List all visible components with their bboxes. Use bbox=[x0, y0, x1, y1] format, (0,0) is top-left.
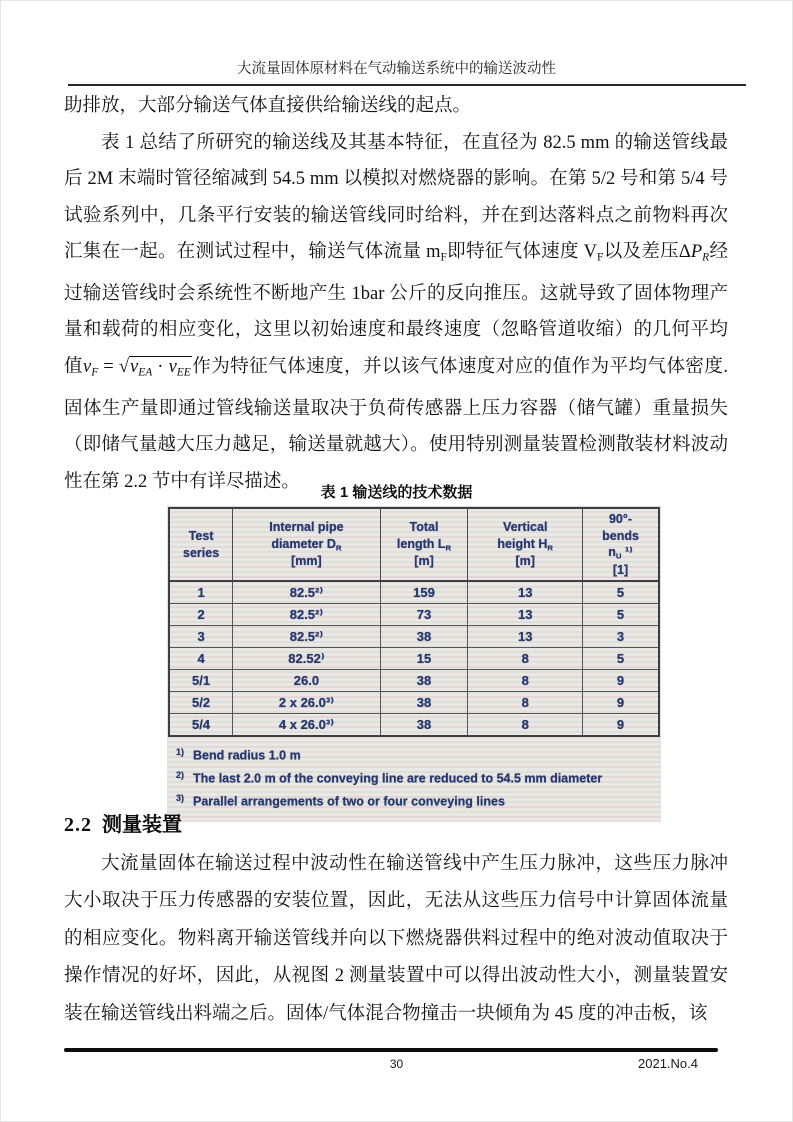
table-row bbox=[169, 604, 659, 626]
table-cell: 5 bbox=[583, 648, 659, 670]
table-cell: 2 bbox=[169, 604, 233, 626]
header-rule bbox=[68, 84, 746, 86]
table-cell: 8 bbox=[468, 692, 583, 714]
table-row bbox=[169, 581, 659, 604]
table-cell: 38 bbox=[380, 670, 468, 692]
table-cell: 8 bbox=[468, 714, 583, 737]
table-cell: 5/1 bbox=[169, 670, 233, 692]
table-row bbox=[169, 714, 659, 737]
table-cell: 1 bbox=[169, 581, 233, 604]
table-cell: 9 bbox=[583, 692, 659, 714]
table-cell: 5 bbox=[583, 581, 659, 604]
table-cell: 38 bbox=[380, 714, 468, 737]
table-row bbox=[169, 626, 659, 648]
column-header: Vertical height $H_R$ [m] bbox=[468, 508, 583, 581]
table-row bbox=[169, 692, 659, 714]
table-head-row bbox=[169, 508, 659, 581]
column-header: 90°- bends $n_U$ ¹⁾ [1] bbox=[583, 508, 659, 581]
footer-rule bbox=[64, 1048, 718, 1052]
table-cell: 26.0 bbox=[233, 670, 380, 692]
table-caption: 表 1 输送线的技术数据 bbox=[320, 484, 473, 501]
table-cell: 38 bbox=[380, 692, 468, 714]
table-cell: 13 bbox=[468, 581, 583, 604]
paragraph-main: 表 1 总结了所研究的输送线及其基本特征，在直径为 82.5 mm 的输送管线最后 2M 末端时管径缩减到 54.5 mm 以模拟对燃烧器的影响。在第 5/2 号和第 5/4 号试验系列中，几条平行安装的输送管线同时给料，并在到达落料点之前物料再次汇集在一起。在测试过程中，输送气体流量 $m_F$即特征气体速度 $V_F$以及差压$\Delta P_R$经过输送管线时会系统性不断地产生 1bar 公斤的反向推压。这就导致了固体物理产量和载荷的相应变化，这里以初始速度和最终速度（忽略管道收缩）的几何平均值$v_F = √v_{EA} \cdot v_{EE}$作为特征气体速度，并以该气体速度对应的值作为平均气体密度. 固体生产量即通过管线输送量取决于负荷传感器上压力容器（储气罐）重量损失（即储气量越大压力越足，输送量就越大）。使用特别测量装置检测散装材料波动性在第 2.2 节中有详尽描述。 bbox=[64, 132, 728, 492]
table-row bbox=[169, 648, 659, 670]
running-title: 大流量固体原材料在气动输送系统中的输送波动性 bbox=[237, 61, 556, 77]
table-cell: 9 bbox=[583, 714, 659, 737]
table-cell: 82.5²⁾ bbox=[233, 581, 380, 604]
sqrt-formula: $√v_{EA} \cdot v_{EE}$ bbox=[118, 356, 191, 379]
paragraph-continuation: 助排放，大部分输送气体直接供给输送线的起点。 bbox=[64, 96, 472, 116]
table-cell: 8 bbox=[468, 670, 583, 692]
body-text-block bbox=[64, 88, 728, 500]
technical-data-table bbox=[168, 507, 660, 737]
table-footnotes bbox=[168, 737, 660, 814]
table-cell: 5/4 bbox=[169, 714, 233, 737]
table-footnote: $^{1)}$ Bend radius 1.0 m bbox=[176, 747, 301, 763]
table-cell: 4 x 26.0³⁾ bbox=[233, 714, 380, 737]
section-number: 2.2 bbox=[64, 814, 92, 836]
table-cell: 38 bbox=[380, 626, 468, 648]
column-header: Total length $L_R$ [m] bbox=[380, 508, 468, 581]
table-cell: 5 bbox=[583, 604, 659, 626]
table-cell: 5/2 bbox=[169, 692, 233, 714]
table-body bbox=[169, 581, 659, 736]
table-cell: 9 bbox=[583, 670, 659, 692]
section-paragraph: 大流量固体在输送过程中波动性在输送管线中产生压力脉冲，这些压力脉冲大小取决于压力传感器的安装位置，因此，无法从这些压力信号中计算固体流量的相应变化。物料离开输送管线并向以下燃烧器供料过程中的绝对波动值取决于操作情况的好坏，因此，从视图 2 测量装置中可以得出波动性大小，测量装置安装在输送管线出料端之后。固体/气体混合物撞击一块倾角为 45 度的冲击板，该 bbox=[64, 854, 728, 1024]
table-footnote: $^{3)}$ Parallel arrangements of two or four conveying lines bbox=[176, 793, 505, 809]
issue-number: 2021.No.4 bbox=[638, 1056, 698, 1071]
table-cell: 82.5²⁾ bbox=[233, 626, 380, 648]
table-cell: 13 bbox=[468, 626, 583, 648]
table-cell: 159 bbox=[380, 581, 468, 604]
page-number: 30 bbox=[389, 1057, 404, 1071]
section-heading bbox=[64, 808, 182, 837]
table-cell: 73 bbox=[380, 604, 468, 626]
table-row bbox=[169, 670, 659, 692]
table-cell: 13 bbox=[468, 604, 583, 626]
table-cell: 3 bbox=[169, 626, 233, 648]
table-footnote: $^{2)}$ The last 2.0 m of the conveying line are reduced to 54.5 mm diameter bbox=[176, 770, 603, 786]
table-cell: 3 bbox=[583, 626, 659, 648]
table-cell: 8 bbox=[468, 648, 583, 670]
table-cell: 82.5²⁾ bbox=[233, 604, 380, 626]
table-cell: 82.52⁾ bbox=[233, 648, 380, 670]
column-header: Internal pipe diameter $D_R$ [mm] bbox=[233, 508, 380, 581]
table-cell: 2 x 26.0³⁾ bbox=[233, 692, 380, 714]
table-cell: 4 bbox=[169, 648, 233, 670]
section-title: 测量装置 bbox=[102, 814, 182, 836]
table-cell: 15 bbox=[380, 648, 468, 670]
column-header: Test series bbox=[169, 508, 233, 581]
table-scan-image bbox=[167, 506, 661, 822]
